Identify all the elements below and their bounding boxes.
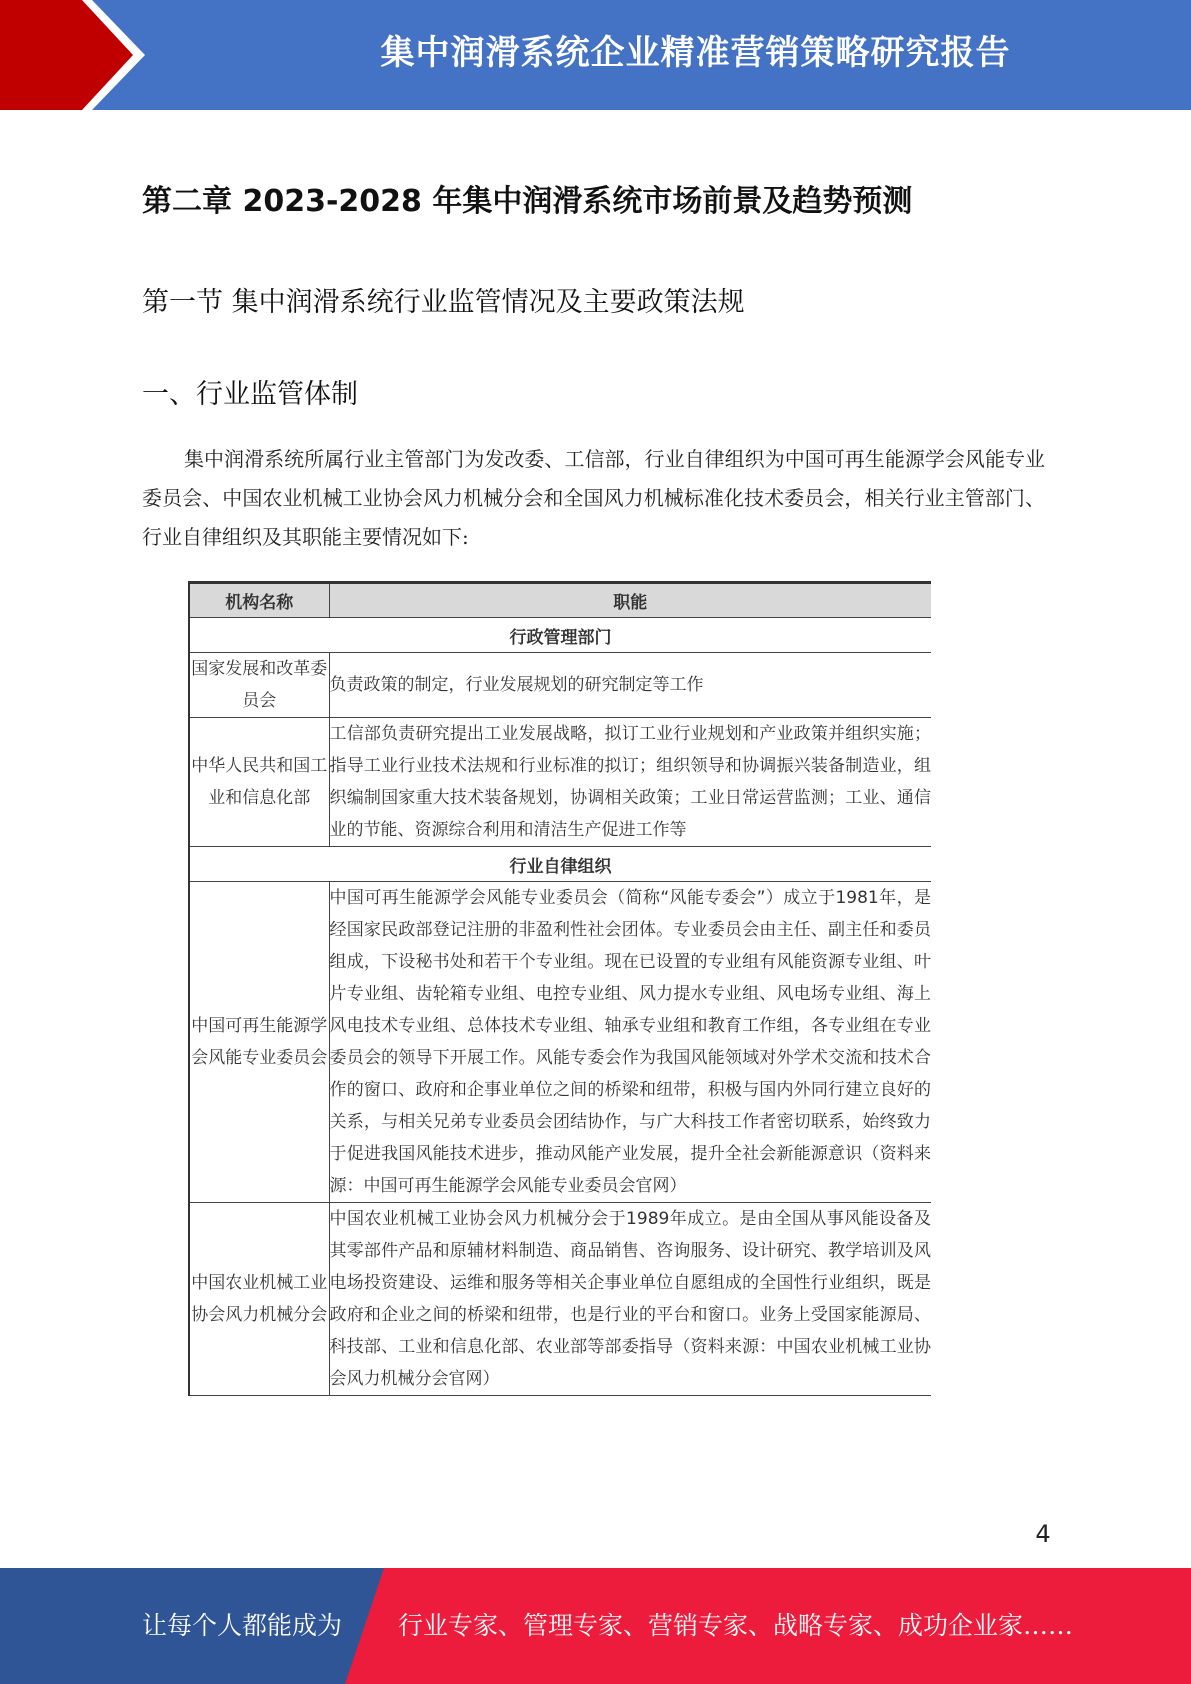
org-name-cell: 中国农业机械工业协会风力机械分会 bbox=[189, 1203, 329, 1396]
org-name-cell: 中国可再生能源学会风能专业委员会 bbox=[189, 882, 329, 1203]
header-banner bbox=[0, 0, 1191, 112]
subsection-title: 一、行业监管体制 bbox=[142, 379, 358, 410]
report-title: 集中润滑系统企业精准营销策略研究报告 bbox=[380, 33, 1011, 73]
table-header-row bbox=[189, 583, 931, 618]
column-header-function: 职能 bbox=[329, 583, 931, 618]
chapter-title: 第二章 2023-2028 年集中润滑系统市场前景及趋势预测 bbox=[142, 184, 913, 219]
column-header-org-name: 机构名称 bbox=[189, 583, 329, 618]
page-number: 4 bbox=[1035, 1520, 1051, 1548]
footer-slogan-right: 行业专家、管理专家、营销专家、战略专家、成功企业家…… bbox=[398, 1611, 1074, 1640]
intro-paragraph: 集中润滑系统所属行业主管部门为发改委、工信部，行业自律组织为中国可再生能源学会风能专业委员会、中国农业机械工业协会风力机械分会和全国风力机械标准化技术委员会，相关行业主管部门、行业自律组织及其职能主要情况如下: bbox=[142, 447, 1045, 549]
org-name-cell: 中华人民共和国工业和信息化部 bbox=[189, 718, 329, 847]
table-row bbox=[189, 1203, 931, 1396]
footer-slogan-left: 让每个人都能成为 bbox=[142, 1611, 343, 1640]
regulatory-table bbox=[188, 581, 931, 1396]
table-row bbox=[189, 653, 931, 718]
footer-banner bbox=[0, 1568, 1191, 1684]
table-row bbox=[189, 718, 931, 847]
org-function-cell: 中国农业机械工业协会风力机械分会于1989年成立。是由全国从事风能设备及其零部件产品和原辅材料制造、商品销售、咨询服务、设计研究、教学培训及风电场投资建设、运维和服务等相关企事业单位自愿组成的全国性行业组织，既是政府和企业之间的桥梁和纽带，也是行业的平台和窗口。业务上受国家能源局、科技部、工业和信息化部、农业部等部委指导（资料来源：中国农业机械工业协会风力机械分会官网） bbox=[329, 1203, 931, 1396]
table-group-row bbox=[189, 847, 931, 882]
org-name-cell: 国家发展和改革委员会 bbox=[189, 653, 329, 718]
table-group-row bbox=[189, 618, 931, 653]
group-label-self-regulatory: 行业自律组织 bbox=[189, 847, 931, 882]
section-title: 第一节 集中润滑系统行业监管情况及主要政策法规 bbox=[142, 287, 745, 318]
group-label-admin: 行政管理部门 bbox=[189, 618, 931, 653]
org-function-cell: 工信部负责研究提出工业发展战略，拟订工业行业规划和产业政策并组织实施；指导工业行业技术法规和行业标准的拟订；组织领导和协调振兴装备制造业，组织编制国家重大技术装备规划，协调相关政策；工业日常运营监测；工业、通信业的节能、资源综合利用和清洁生产促进工作等 bbox=[329, 718, 931, 847]
table-row bbox=[189, 882, 931, 1203]
org-function-cell: 负责政策的制定，行业发展规划的研究制定等工作 bbox=[329, 653, 931, 718]
regulatory-table-container bbox=[188, 581, 931, 1440]
org-function-cell: 中国可再生能源学会风能专业委员会（简称“风能专委会”）成立于1981年，是经国家民政部登记注册的非盈利性社会团体。专业委员会由主任、副主任和委员组成，下设秘书处和若干个专业组。现在已设置的专业组有风能资源专业组、叶片专业组、齿轮箱专业组、电控专业组、风力提水专业组、风电场专业组、海上风电技术专业组、总体技术专业组、轴承专业组和教育工作组，各专业组在专业委员会的领导下开展工作。风能专委会作为我国风能领域对外学术交流和技术合作的窗口、政府和企事业单位之间的桥梁和纽带，积极与国内外同行建立良好的关系，与相关兄弟专业委员会团结协作，与广大科技工作者密切联系，始终致力于促进我国风能技术进步，推动风能产业发展，提升全社会新能源意识（资料来源：中国可再生能源学会风能专业委员会官网） bbox=[329, 882, 931, 1203]
